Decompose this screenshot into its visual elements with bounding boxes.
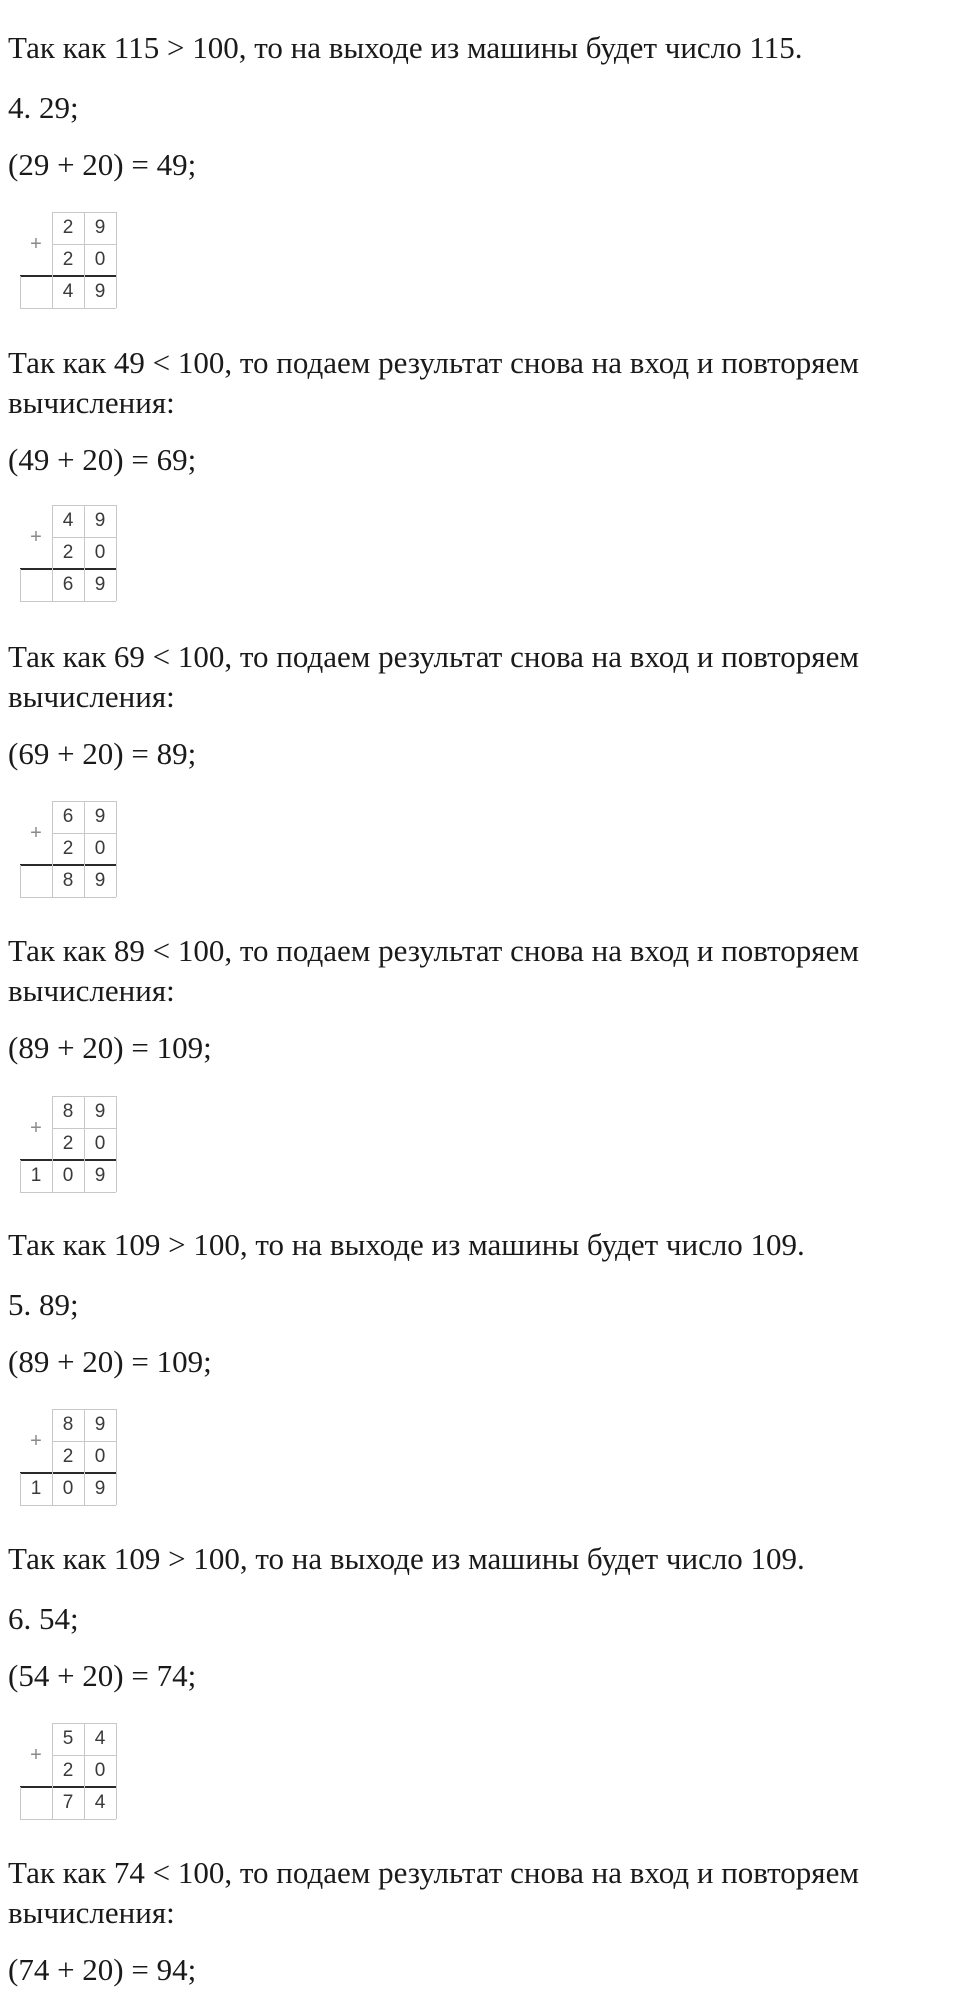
top-digit [20, 1409, 52, 1441]
plus-sign: + [30, 1117, 42, 1139]
top-digit [20, 212, 52, 244]
column-addition [20, 212, 122, 312]
text-line: 6. 54; [8, 1601, 79, 1636]
grid-line [116, 1723, 117, 1819]
top-digit: 4 [62, 510, 74, 531]
result-digit: 0 [62, 1165, 74, 1186]
column-addition [20, 1096, 122, 1196]
text-line: Так как 109 > 100, то на выходе из машины будет число 109. [8, 1541, 805, 1576]
grid-line [116, 1409, 117, 1505]
result-digit: 4 [94, 1792, 106, 1813]
top-digit: 5 [62, 1728, 74, 1749]
text-line: Так как 69 < 100, то подаем результат снова на вход и повторяем [8, 639, 859, 674]
grid-line [116, 801, 117, 897]
top-digit [20, 801, 52, 833]
result-digit: 9 [94, 1478, 106, 1499]
result-digit: 1 [30, 1165, 42, 1186]
column-addition [20, 1409, 122, 1509]
result-digit: 6 [62, 574, 74, 595]
top-digit [20, 505, 52, 537]
top-digit [20, 1723, 52, 1755]
text-line: (54 + 20) = 74; [8, 1658, 197, 1693]
result-digit: 9 [94, 574, 106, 595]
text-line: Так как 89 < 100, то подаем результат снова на вход и повторяем [8, 933, 859, 968]
bottom-digit [20, 1128, 52, 1160]
column-addition [20, 801, 122, 901]
grid-line [20, 1819, 116, 1820]
text-line: Так как 74 < 100, то подаем результат снова на вход и повторяем [8, 1855, 859, 1890]
text-line: вычисления: [8, 973, 175, 1008]
result-digit: 4 [62, 281, 74, 302]
text-line: вычисления: [8, 1895, 175, 1930]
top-digit: 9 [94, 217, 106, 238]
grid-line [116, 212, 117, 308]
grid-line [20, 308, 116, 309]
result-digit: 9 [94, 1165, 106, 1186]
result-digit: 9 [94, 281, 106, 302]
plus-sign: + [30, 1430, 42, 1452]
grid-line [20, 897, 116, 898]
text-line: вычисления: [8, 385, 175, 420]
bottom-digit: 0 [94, 1133, 106, 1154]
text-line: 5. 89; [8, 1287, 79, 1322]
result-digit: 8 [62, 870, 74, 891]
bottom-digit [20, 1755, 52, 1787]
top-digit: 9 [94, 1101, 106, 1122]
bottom-digit: 2 [62, 1760, 74, 1781]
text-line: (89 + 20) = 109; [8, 1030, 212, 1065]
plus-sign: + [30, 822, 42, 844]
top-digit: 6 [62, 806, 74, 827]
bottom-digit [20, 537, 52, 569]
text-line: (89 + 20) = 109; [8, 1344, 212, 1379]
column-addition [20, 505, 122, 605]
text-line: (74 + 20) = 94; [8, 1952, 197, 1987]
result-digit [20, 1787, 52, 1819]
result-digit: 9 [94, 870, 106, 891]
text-line: (69 + 20) = 89; [8, 736, 197, 771]
bottom-digit [20, 1441, 52, 1473]
top-digit: 9 [94, 1414, 106, 1435]
bottom-digit: 2 [62, 542, 74, 563]
result-digit [20, 276, 52, 308]
bottom-digit: 2 [62, 249, 74, 270]
result-digit: 1 [30, 1478, 42, 1499]
bottom-digit: 2 [62, 1446, 74, 1467]
grid-line [20, 601, 116, 602]
bottom-digit: 0 [94, 1760, 106, 1781]
result-digit [20, 865, 52, 897]
text-line: (49 + 20) = 69; [8, 442, 197, 477]
plus-sign: + [30, 526, 42, 548]
result-digit [20, 569, 52, 601]
result-digit: 7 [62, 1792, 74, 1813]
grid-line [20, 1192, 116, 1193]
top-digit: 9 [94, 510, 106, 531]
bottom-digit: 0 [94, 249, 106, 270]
bottom-digit: 0 [94, 838, 106, 859]
grid-line [20, 1505, 116, 1506]
plus-sign: + [30, 1744, 42, 1766]
bottom-digit [20, 833, 52, 865]
text-line: 4. 29; [8, 90, 79, 125]
text-line: Так как 49 < 100, то подаем результат снова на вход и повторяем [8, 345, 859, 380]
plus-sign: + [30, 233, 42, 255]
column-addition [20, 1723, 122, 1823]
top-digit: 2 [62, 217, 74, 238]
bottom-digit: 0 [94, 1446, 106, 1467]
top-digit [20, 1096, 52, 1128]
top-digit: 4 [94, 1728, 106, 1749]
text-line: Так как 115 > 100, то на выходе из машины будет число 115. [8, 30, 803, 65]
grid-line [116, 1096, 117, 1192]
top-digit: 8 [62, 1414, 74, 1435]
bottom-digit: 0 [94, 542, 106, 563]
text-line: вычисления: [8, 679, 175, 714]
top-digit: 9 [94, 806, 106, 827]
bottom-digit: 2 [62, 838, 74, 859]
text-line: (29 + 20) = 49; [8, 147, 197, 182]
result-digit: 0 [62, 1478, 74, 1499]
top-digit: 8 [62, 1101, 74, 1122]
bottom-digit: 2 [62, 1133, 74, 1154]
bottom-digit [20, 244, 52, 276]
grid-line [116, 505, 117, 601]
text-line: Так как 109 > 100, то на выходе из машины будет число 109. [8, 1227, 805, 1262]
